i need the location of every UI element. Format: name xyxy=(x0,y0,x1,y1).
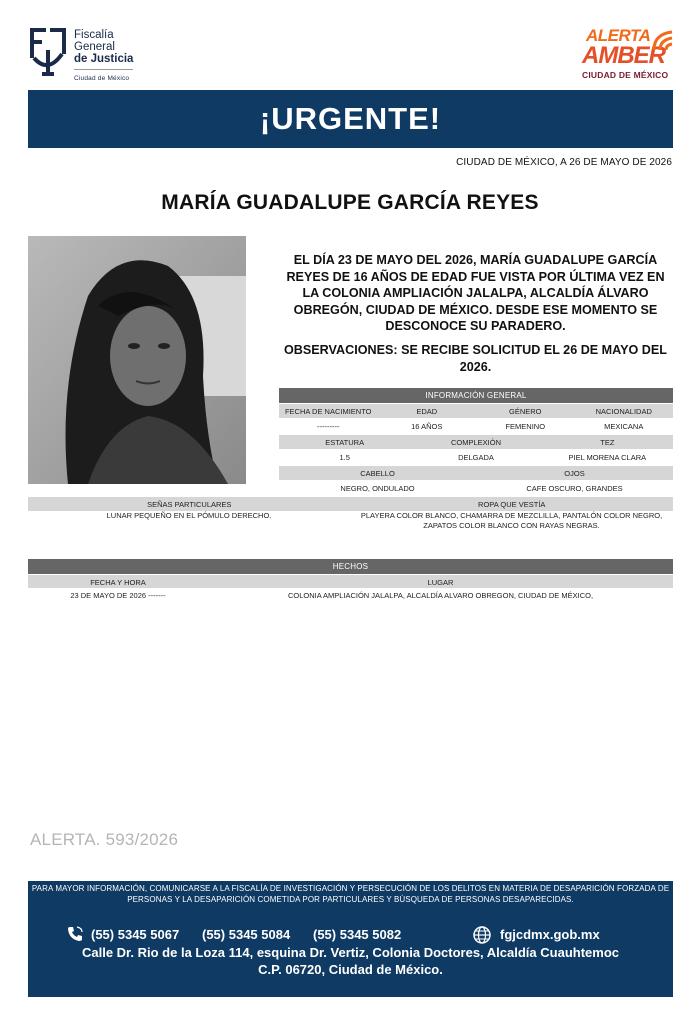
phone-icon xyxy=(66,925,84,943)
hechos-values xyxy=(28,588,673,602)
fgj-logo xyxy=(28,26,158,86)
urgent-banner: ¡URGENTE! xyxy=(28,90,673,148)
phone-number-2[interactable]: (55) 5345 5084 xyxy=(202,927,291,942)
value-eyes: CAFE OSCURO, GRANDES xyxy=(526,483,623,493)
missing-person-photo xyxy=(28,236,246,484)
value-clothing: PLAYERA COLOR BLANCO, CHAMARRA DE MEZCLILLA, PANTALÓN COLOR NEGRO, ZAPATOS COLOR BLANCO CON RAYAS NEGRAS. xyxy=(360,511,663,530)
signal-wave-icon xyxy=(650,28,676,54)
address-line-2: C.P. 06720, Ciudad de México. xyxy=(258,962,443,977)
alert-number: ALERTA. 593/2026 xyxy=(30,830,179,849)
fgj-emblem-icon xyxy=(28,26,68,82)
label-gender: GÉNERO xyxy=(508,406,542,416)
general-info-row3-labels xyxy=(279,466,673,480)
fgj-logo-text xyxy=(74,26,133,85)
person-name: MARÍA GUADALUPE GARCÍA REYES xyxy=(161,191,539,214)
value-height: 1.5 xyxy=(339,452,350,462)
label-eyes: OJOS xyxy=(564,468,585,478)
label-datetime: FECHA Y HORA xyxy=(90,577,146,587)
general-info-row1-labels xyxy=(279,404,673,418)
value-build: DELGADA xyxy=(458,452,494,462)
label-distinguishing-marks: SEÑAS PARTICULARES xyxy=(147,499,232,509)
label-nationality: NACIONALIDAD xyxy=(595,406,652,416)
label-complexion: TEZ xyxy=(600,437,615,447)
hechos-labels xyxy=(28,575,673,589)
hechos-header: HECHOS xyxy=(28,559,673,574)
fgj-logo-line: General xyxy=(74,41,115,53)
label-build: COMPLEXIÓN xyxy=(450,437,501,447)
observations-text: OBSERVACIONES: SE RECIBE SOLICITUD EL 26 DE MAYO DEL 2026. xyxy=(283,343,667,374)
footer-contact-row xyxy=(28,925,673,945)
general-info-row2-values xyxy=(279,450,673,464)
footer-contact-panel xyxy=(28,881,673,997)
footer-info-text: PARA MAYOR INFORMACIÓN, COMUNICARSE A LA FISCALÍA DE INVESTIGACIÓN Y PERSECUCIÓN DE LOS DELITOS EN MATERIA DE DESAPARICIÓN FORZADA DE PERSONAS Y LA DESAPARICIÓN COMETIDA POR PARTICULARES Y BÚSQUEDA DE PERSONAS DESAPARECIDAS. xyxy=(31,884,670,904)
label-hair: CABELLO xyxy=(360,468,395,478)
amber-logo-line2: AMBER xyxy=(582,42,665,69)
value-datetime: 23 DE MAYO DE 2026 ------- xyxy=(70,590,166,600)
label-height: ESTATURA xyxy=(325,437,365,447)
value-gender: FEMENINO xyxy=(505,421,546,431)
general-info-header: INFORMACIÓN GENERAL xyxy=(279,388,673,403)
fgj-logo-line: Fiscalía xyxy=(74,29,114,41)
fgj-logo-line: de Justicia xyxy=(74,53,134,65)
fgj-logo-sub: Ciudad de México xyxy=(74,69,133,85)
label-age: EDAD xyxy=(416,406,438,416)
features-labels xyxy=(28,497,673,511)
value-hair: NEGRO, ONDULADO xyxy=(340,483,415,493)
value-distinguishing-marks: LUNAR PEQUEÑO EN EL PÓMULO DERECHO. xyxy=(106,511,272,520)
address-line-1: Calle Dr. Rio de la Loza 114, esquina Dr. Vertiz, Colonia Doctores, Alcaldía Cuauhtemoc xyxy=(81,945,619,960)
phone-number-1[interactable]: (55) 5345 5067 xyxy=(91,927,180,942)
label-clothing: ROPA QUE VESTÍA xyxy=(478,499,546,509)
amber-alert-logo xyxy=(580,26,680,86)
general-info-row3-values xyxy=(279,481,673,495)
value-complexion: PIEL MORENA CLARA xyxy=(568,452,647,462)
amber-logo-line1: ALERTA xyxy=(586,26,651,45)
amber-logo-line3: CIUDAD DE MÉXICO xyxy=(582,70,669,80)
label-birthdate: FECHA DE NACIMIENTO xyxy=(284,406,372,416)
globe-icon xyxy=(472,925,492,945)
portrait-image xyxy=(28,236,246,484)
value-birthdate: --------- xyxy=(317,421,340,431)
general-info-row2-labels xyxy=(279,435,673,449)
value-place: COLONIA AMPLIACIÓN JALALPA, ALCALDÍA ALVARO OBREGON, CIUDAD DE MÉXICO, xyxy=(287,590,594,600)
phone-number-3[interactable]: (55) 5345 5082 xyxy=(313,927,402,942)
value-nationality: MEXICANA xyxy=(604,421,644,431)
narrative-text: EL DÍA 23 DE MAYO DEL 2026, MARÍA GUADALUPE GARCÍA REYES DE 16 AÑOS DE EDAD FUE VISTA POR ÚLTIMA VEZ EN LA COLONIA AMPLIACIÓN JALALPA, ALCALDÍA ÁLVARO OBREGÓN, CIUDAD DE MÉXICO. DESDE ESE MOMENTO SE DESCONOCE SU PARADERO. xyxy=(286,253,665,333)
date-line: CIUDAD DE MÉXICO, A 26 DE MAYO DE 2026 xyxy=(456,157,672,168)
value-age: 16 AÑOS xyxy=(411,421,443,431)
general-info-row1-values xyxy=(279,419,673,433)
website-link[interactable]: fgjcdmx.gob.mx xyxy=(500,927,600,942)
label-place: LUGAR xyxy=(427,577,454,587)
